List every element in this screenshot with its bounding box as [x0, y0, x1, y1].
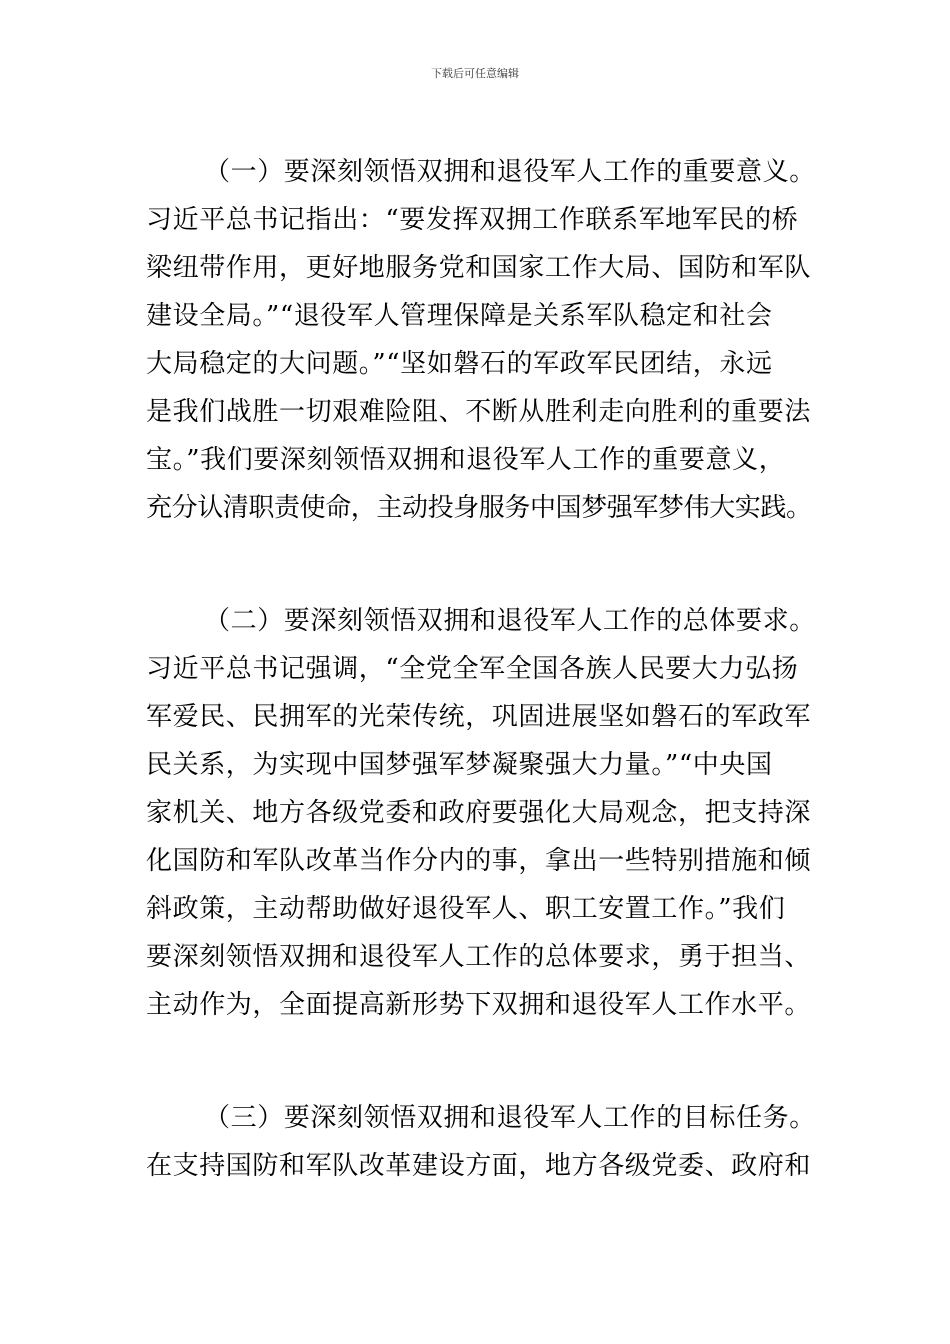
- paragraph-line: 大局稳定的大问题。”“坚如磐石的军政军民团结，永远: [146, 349, 773, 379]
- paragraph-heading-line: （二）要深刻领悟双拥和退役军人工作的总体要求。: [204, 606, 816, 636]
- paragraph-line: 在支持国防和军队改革建设方面，地方各级党委、政府和: [146, 1151, 812, 1181]
- paragraph-line: 习近平总书记强调，“全党全军全国各族人民要大力弘扬: [146, 654, 799, 684]
- page-header: 下载后可任意编辑: [431, 67, 519, 80]
- paragraph-line: 斜政策，主动帮助做好退役军人、职工安置工作。”我们: [146, 894, 786, 924]
- paragraph-line: 是我们战胜一切艰难险阻、不断从胜利走向胜利的重要法: [146, 397, 812, 427]
- paragraph-line: 主动作为，全面提高新形势下双拥和退役军人工作水平。: [146, 990, 812, 1020]
- paragraph-requirements: [146, 597, 816, 1029]
- paragraph-line: 军爱民、民拥军的光荣传统，巩固进展坚如磐石的军政军: [146, 702, 812, 732]
- paragraph-line: 要深刻领悟双拥和退役军人工作的总体要求，勇于担当、: [146, 942, 812, 972]
- paragraph-heading-line: （三）要深刻领悟双拥和退役军人工作的目标任务。: [204, 1103, 816, 1133]
- paragraph-line: 家机关、地方各级党委和政府要强化大局观念，把支持深: [146, 798, 812, 828]
- paragraph-line: 梁纽带作用，更好地服务党和国家工作大局、国防和军队: [146, 253, 812, 283]
- paragraph-goals: [146, 1094, 816, 1190]
- paragraph-significance: [146, 148, 816, 532]
- paragraph-line: 充分认清职责使命，主动投身服务中国梦强军梦伟大实践。: [146, 493, 812, 523]
- paragraph-line: 民关系，为实现中国梦强军梦凝聚强大力量。”“中央国: [146, 750, 773, 780]
- paragraph-heading-line: （一）要深刻领悟双拥和退役军人工作的重要意义。: [204, 157, 816, 187]
- paragraph-line: 宝。”我们要深刻领悟双拥和退役军人工作的重要意义，: [146, 445, 786, 475]
- paragraph-line: 建设全局。”“退役军人管理保障是关系军队稳定和社会: [146, 301, 773, 331]
- paragraph-line: 化国防和军队改革当作分内的事，拿出一些特别措施和倾: [146, 846, 812, 876]
- paragraph-line: 习近平总书记指出：“要发挥双拥工作联系军地军民的桥: [146, 205, 799, 235]
